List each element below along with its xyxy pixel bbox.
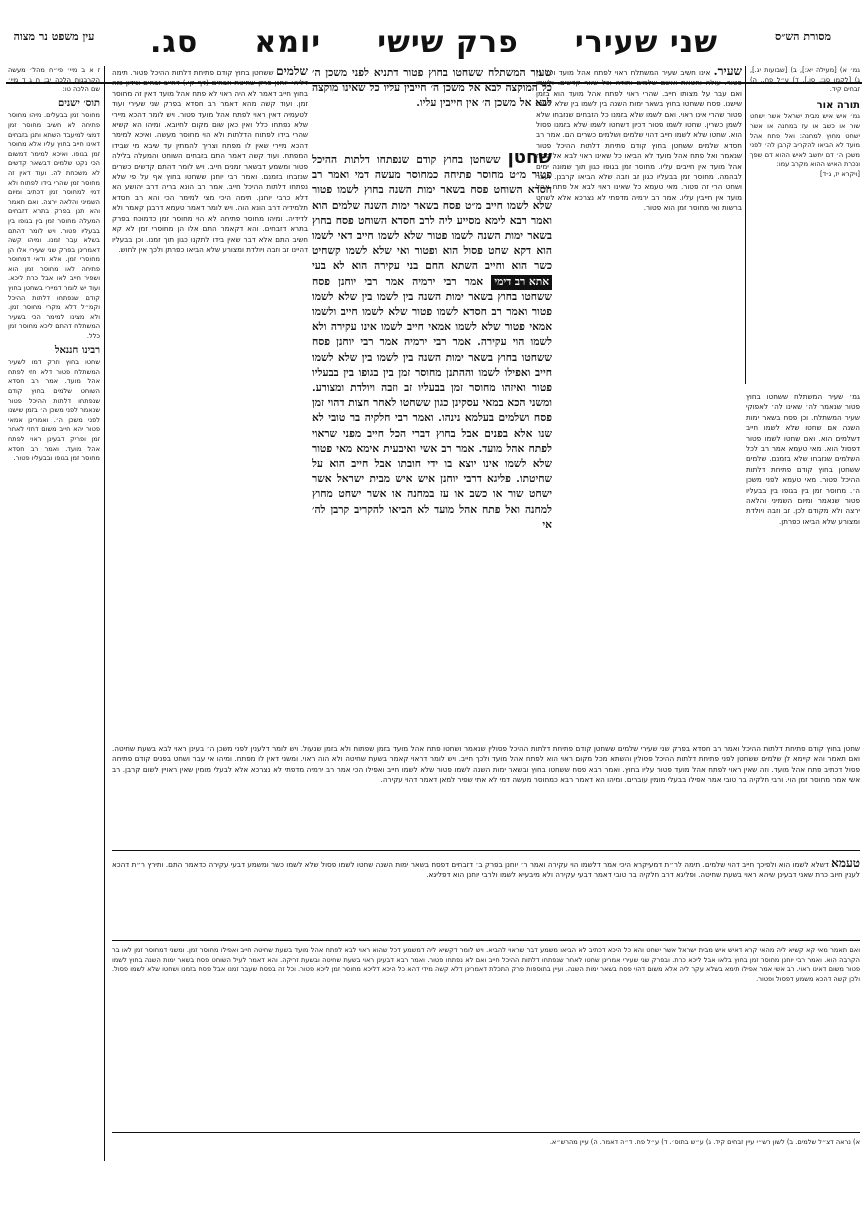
tosafot-yeshanim-title: תוס׳ ישנים	[58, 97, 100, 109]
rashi-lower-text: גמ׳ שעיר המשתלח ששחטו בחוץ פטור שנאמר לה׳ שאינו לה׳ לאפוקי שעיר המשתלח. וכן פסח בשאר ימות השנה אם שחטו שלא לשמו חייב דשלמים הוא. ואם שחטו לשמו פטור דפסול הוא. מאי טעמא אמר רב לכל השלמים שנזבחו שלא בזמנם. שלמים ששחטן בחוץ קודם פתיחת דלתות ההיכל פטור. מאי טעמא לפני משכן ה׳. מחוסר זמן בין בגופו בין בבעליו פטור שנאמר ומיום השמיני והלאה ירצה ולא מקודם לכן. זב וזבה ויולדת ומצורע שלא הביאו כפרתן.	[746, 392, 860, 526]
lower-notes-text: ואם תאמר מאי קא קשיא ליה מהאי קרא דאיש איש מבית ישראל אשר ישחט והא כל היכא דכתיב לא הביאו משמע דבר שראוי להביא. ויש לומר דקשיא ליה דמשמע דכל שהוא ראוי לבא לפתח אהל מועד בשעת שחיטה חייב ואפילו מחוסר זמן. ומשני דמחוסר זמן לאו בר הקרבה הוא. ואמר רבי יוחנן מחוסר זמן בחוץ בלאו אבל ליכא כרת. ובפרק שני שעירי אמרינן שחטו לאחר שנפתחו דלתות ההיכל חייב ואם לא נפתחו פטור. ואמר רבא דבעינן ראוי בשעת שחיטה ובשעת זריקה. והא דאמר לעיל השוחט פסח בשאר ימות השנה בחוץ לשמו פטור משום דאינו ראוי. רב אשי אמר אפילו תימא בשלא עקר ליה אלא משום דהוי פסח בשאר ימות השנה. ועיין בתוספות פרק התכלת דאמרינן דלא קשה מידי דהא כל היכא דליכא מחוסר זמן ליכא פטור. וכל זה בפסח שעבר זמנו אבל פסח בזמנו ושחטו שלא לשמו פסול. ולכן קשה דהכא משמע דפסול ופטור.	[112, 946, 860, 983]
tosafot-lead-word: שלמים	[276, 66, 308, 78]
rashi-column	[536, 66, 742, 736]
lower-rashi-block	[112, 858, 860, 934]
lower-commentary-block	[112, 744, 860, 844]
lower-separator-2	[112, 940, 860, 941]
title-chapter-name: שני שעירי	[574, 25, 718, 60]
right-margin-divider	[745, 66, 746, 384]
rashi-text: אינו חשיב שעיר המשתלח ראוי לפתח אהל מועד ועל כן פטור. עולה וחטאת ואשם שלמים ותודה וכל שאר קדשים. ולשמו ואם עבר על מצותו חייב. שהרי ראוי לפתח אהל מועד הוא בזמן שישנו. פסח ששחטו בחוץ בשאר ימות השנה בין לשמו בין שלא לשמו פטור שהרי אינו ראוי. ואם לשמו שלא בזמנו כל הזבחים שנזבחו שלא לשמן כשרין. שחטו לשמו פטור דכיון דשחטו לשמו שלא בזמנו פסול הוא. שחטו שלא לשמו חייב דהוי שלמים ושלמים כשרים הם. אמר רב חסדא שלמים ששחטן בחוץ קודם פתיחת דלתות ההיכל פטור שנאמר ואל פתח אהל מועד לא הביאו כל שאינו ראוי לבא אל פתח אהל מועד אין חייבים עליו. מחוסר זמן בגופו כגון תוך שמונה ימים לבהמה. מחוסר זמן בבעליו כגון זב וזבה שלא הביאו קרבנן. ועבר ושחט הרי זה פטור. מאי טעמא כל שאינו ראוי לבא אל פתח אהל מועד אין חייבין עליו. אמר רב ירמיה מדפתי לא נצרכא אלא לשחט ברשות ואי מחוסר זמן הוא פטור.	[536, 68, 742, 213]
gemara-main-column	[312, 150, 552, 630]
footnotes: א) נראה דצ״ל שלמים. ב) לשון רש״י עיין זבחים קיד. ג) ע״ש בתוס׳. ד) ע״ל פח. ד״ה דאמר. ה) עיין מהרש״א.	[549, 1138, 860, 1146]
ein-mishpat-label: עין משפט נר מצוה	[13, 30, 95, 43]
left-margin-divider	[104, 66, 105, 1161]
tosafot-text: ששחטן בחוץ קודם פתיחת דלתות ההיכל פטור. תימה דליה׳ יוחנן פרק שחיטת וזבחים (דף קי.) דחייב זבחים ונידון כזה בחוץ חייב דאמר לא היה ראוי לא פתח אהל מועד דאין זה מחוסר זמן. ועוד קשה מהא דאמר רב חסדא בפרק שני שעירי ועוד לטעמיה דאין ראוי לפתח אהל מועד פטור. ויש לומר דהכא מיירי שלא נפתחו כלל ואין כאן שום מקום לחיובא. ומיהו הא קשיא שהרי בידו לפתוח הדלתות ולא הוי מחוסר מעשה. ואיכא למימר דהכא מיירי שאין לו מפתח וצריך להמתין עד שיבא מי שבידו המפתח. ועוד קשה דאמר התם בזבחים השוחט והמעלה בלילה פטור ומשמע דבשאר זמנים חייב. ויש לומר דהתם קדשים כשרים שנזבחו בזמנם. ואמר רבי יוחנן ששחטו בחוץ אף על פי שלא נפתחו דלתות ההיכל חייב. אמר רב הונא בריה דרב יהושע הא דלא כרבי יוחנן. תימה היכי מצי למימר הכי והא רב חסדא תלמידיה דרב הונא הוה. ויש לומר דאמר טעמא דרבנן קאמר ולא לדידיה. ומיהו מחוסר פתיחה לא הוי מחוסר זמן כדמוכח בפרק בתרא דזבחים. והא דקאמר התם אלו הן מחוסרי זמן לא קא חשיב התם אלא דבר שאין בידו לתקנו כגון תוך זמנו. וכן בבעליו דהיינו זב וזבה ויולדת ומצורע שלא הביאו כפרתן ולכך אין לחוש.	[112, 68, 308, 254]
gemara-boxed-phrase: אתא רב דימי	[491, 275, 552, 290]
rabbenu-chananel-title: רבינו חננאל	[54, 344, 100, 356]
lower-notes-block	[112, 946, 860, 1074]
title-chapter-number: פרק שישי	[377, 25, 519, 60]
tosafot-yeshanim-text: מחוסר זמן בבעלים. מיהו מחוסר פתיחה לא חשיב מחוסר זמן דמצי למיעבד השתא ותנן בזבחים דאינו חייב בחוץ עליו אלא מחוסר זמן בגופו. ואיכא למימר דמשום הכי נקט שלמים דבשאר קדשים לא משכחת לה. ועוד דאין זה מחוסר זמן שהרי בידו לפתוח ולא דמי למחוסר זמן דכתיב ומיום השמיני והלאה ירצה. ואם תאמר והא תנן בפרק בתרא דזבחים המעלה מחוסר זמן בין בגופו בין בבעליו פטור. ויש לומר דהתם בשלא עבר זמנו. ומיהו קשה דאמרינן בפרק שני שעירי אלו הן מחוסרי זמן. אלא ודאי דמחוסר פתיחה לאו מחוסר זמן הוא ושפיר חייב לאו אבל כרת ליכא. ועוד יש לומר דמיירי בשחטן בחוץ קודם שנפתחו דלתות ההיכל וקמ״ל דלא מקרי מחוסר זמן. ולא מצינו למימר הכי בשעיר המשתלח דהתם ליכא מחוסר זמן כלל.	[8, 111, 100, 341]
torah-or-source: [ויקרא יז, ג-ד]	[820, 169, 860, 178]
lower-rashi-text: דשלא לשמו הוא ולפיכך חייב דהוי שלמים. תימה לר״ת דמעיקרא היכי אמר דלשמו הוי עקירה ואמר ר׳ יוחנן בפרק ב׳ דזבחים דפסח בשאר ימות השנה שחטו לשמו פסול שלא לשמו כשר ומשמע דבעי עקירה כדאמר התם. ותירץ ר״ת דהכא לענין חיוב כרת שאני דבעינן שיהא ראוי בשעת שחיטה. ופליגא דרב חלקיה בר טובי דאמר דבעי עקירה ולא מיבעיא לשמו ולרבי יוחנן הוא דפליגא.	[112, 860, 860, 880]
lower-separator-1	[112, 850, 860, 851]
torah-or-title: תורה אור	[816, 99, 860, 111]
title-folio: סג.	[150, 25, 199, 60]
gemara-text-part2: אמר רבי ירמיה אמר רבי יוחנן פסח ששחטו בחוץ בשאר ימות השנה בין לשמו בין שלא לשמו פטור ואמר רב חסדא לשמו פטור שלא לשמו חייב ולשמו אמאי פטור שלא לשמו אמאי חייב לשמו אינו עקירה ולא לשמו הוי עקירה. אמר רבי ירמיה אמר רבי יוחנן פסח ששחטו בחוץ בשאר ימות השנה בין לשמו בין שלא לשמו חייב ואפילו לשמו וההתנן מחוסר זמן בין בגופו בין בבעליו פטור ואיזהו מחוסר זמן בבעליו זב וזבה ויולדת ומצורע. ומשני הכא במאי עסקינן כגון ששחטו לאחר חצות דהוי זמן פסח ושלמים בעלמא נינהו. ואמר רבי חלקיה בר טובי לא שנו אלא בפנים אבל בחוץ דברי הכל חייב מפני שראוי לפתח אהל מועד. אמר רב אשי ואיבעית אימא מאי פטור שלא לשמו אינו יוצא בו ידי חובתו אבל חייב הוא על שחיטתו. פליגא דרבי יוחנן איש איש מבית ישראל אשר ישחט שור או כשב או עז במחנה או אשר ישחט מחוץ למחנה ואל פתח אהל מועד לא הביאו להקריב קרבן לה׳ אי	[312, 275, 552, 531]
gemara-top-block	[312, 66, 552, 146]
torah-or-text: גמ׳ איש איש מבית ישראל אשר ישחט שור או כשב או עז במחנה או אשר ישחט מחוץ למחנה: ואל פתח אהל מועד לא הביאו להקריב קרבן לה׳ לפני משכן ה׳ דם יחשב לאיש ההוא דם שפך ונכרת האיש ההוא מקרב עמו:	[750, 112, 860, 169]
gemara-top-text: שעיר המשתלח ששחטו בחוץ פטור דתניא לפני משכן ה׳ כל המוקצה לבא אל משכן ה׳ חייבין עליו כל שאינו מוקצה לבא אל משכן ה׳ אין חייבין עליו.	[312, 67, 552, 110]
masoret-hashas-label: מסורת הש״ס	[774, 30, 832, 43]
left-margin	[8, 66, 100, 1086]
gemara-text-part1: ששחטן בחוץ קודם שנפתחו דלתות ההיכל פטור מ״ט מחוסר פתיחה כמחוסר מעשה דמי ואמר רב חסדא השוחט פסח בשאר ימות השנה בחוץ לשמו פטור שלא לשמו חייב מ״ט פסח בשאר ימות השנה שלמים הוא ואמר רבא לימא מסייע ליה לרב חסדא השוחט פסח בחוץ בשאר ימות השנה לשמו פטור שלא לשמו חייב דאי לשמו הוא דקא שחט פסול הוא ופטור ואי שלא לשמו קשחיט כשר הוא וחייב השתא החם בני עקירה הוא לא בעי	[312, 154, 552, 273]
lower-commentary-text: שחטן בחוץ קודם פתיחת דלתות ההיכל ואמר רב חסדא בפרק שני שעירי שלמים ששחטן קודם פתיחת דלתות ההיכל פסולין שנאמר ושחטו פתח אהל מועד בזמן שפתוח ולא בזמן שנעול. ויש לומר דלענין לפני משכן ה׳ בעינן ראוי לבא בשעת שחיטה. ואם תאמר והא קיימא לן שלמים ששחטן לפני פתיחת דלתות ההיכל פסולין והשתא מכל מקום ראוי הוא לפתח אהל מועד ולכך חייב. ויש לומר דראוי קאמר בשעת שחיטה ולא הוה ראוי. ומשני דאין לו מפתח. ומיהו אי עבר ושחט בפנים קודם פתיחה פסול דכתיב פתח אהל מועד. וזה שאין ראוי לפתח אהל מועד פטור עליו בחוץ. ואמר רבא פסח ששחטו בחוץ ובשאר ימות השנה לשמו פטור שלא לשמו חייב ואפילו הכי אמר רב ירמיה מדפתי לא נצרכא אלא לבעלי מומין שאין ראויין לשום קרבן. רב אשי אמר מחוסר זמן הוי. ורבי חלקיה בר טובי אמר אפילו בבעלי מומין עוברים. ומיהו הא דאמר רבא כמחוסר מעשה דמי לא אתי שפיר למאן דאמר דהוי עקירה.	[112, 744, 860, 785]
gemara-opening-word: שחטן	[507, 150, 552, 168]
title-tractate: יומא	[254, 25, 322, 60]
rashi-lead-word: שעיר.	[713, 66, 742, 78]
masoret-hashas-refs: גמ׳ א) [מעילה יא:], ב) [שבועות יג.], ג) [לקמן סג:, סו.], ד) ע״ל פח., ה) זבחים קיד.	[750, 66, 860, 94]
tosafot-column	[112, 66, 308, 736]
page-header	[0, 22, 868, 62]
page-title	[150, 26, 718, 60]
footnote-separator	[112, 1132, 860, 1133]
right-margin	[750, 66, 860, 376]
lower-rashi-lead-word: טעמא	[831, 858, 860, 870]
ein-mishpat-refs: ז א ב מיי׳ פי״ח מהל׳ מעשה הקרבנות הלכה יב: ח ג ד מיי׳ שם הלכה טו:	[8, 66, 100, 94]
rashi-lower-column	[746, 392, 860, 742]
rabbenu-chananel-text: שחטו בחוץ וזרק דמו לשעיר המשתלח פטור דלא חזי לפתח אהל מועד. אמר רב חסדא השוחט שלמים בחוץ קודם שנפתחו דלתות ההיכל פטור שנאמר לפני משכן ה׳ בזמן שישנו לפני משכן ה׳. ואמרינן אמאי פטור יהא חייב משום דחזי לאחר זמן ופריק דבעינן ראוי לפתח אהל מועד. ואמר רב חסדא מחוסר זמן בגופו ובבעליו פטור.	[8, 358, 100, 463]
